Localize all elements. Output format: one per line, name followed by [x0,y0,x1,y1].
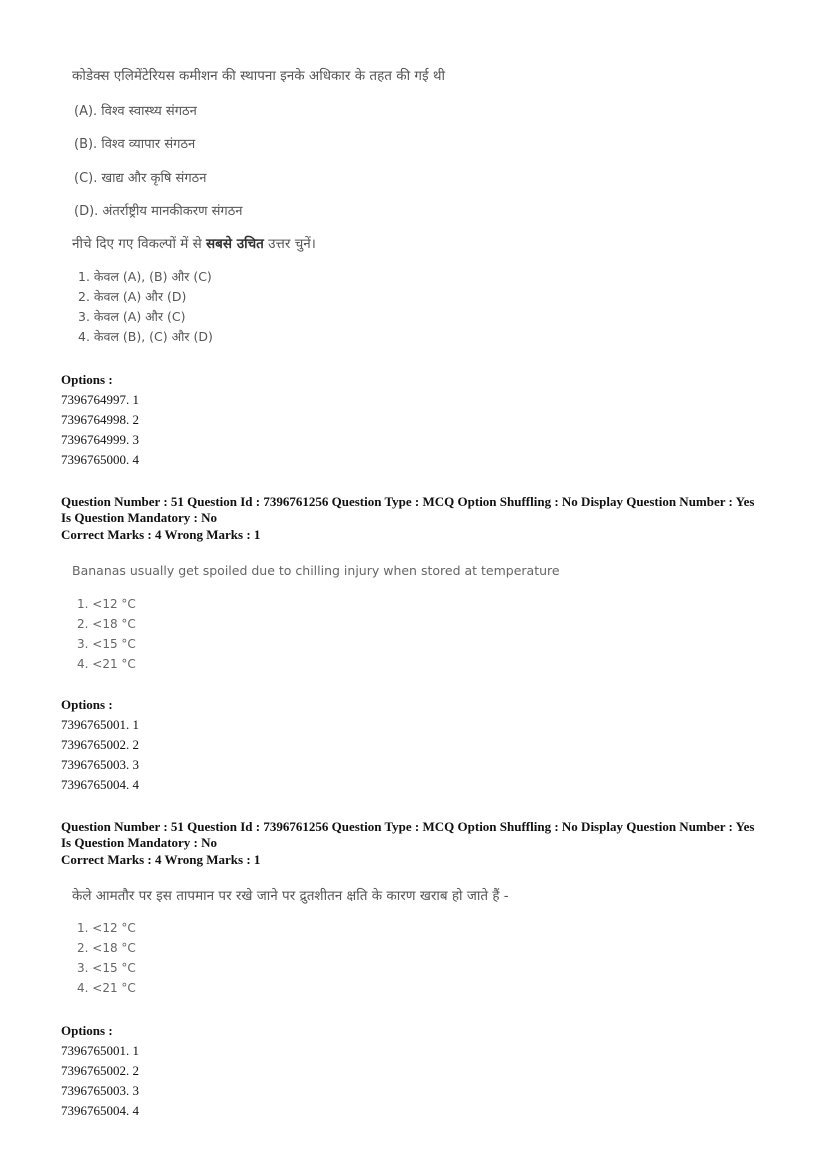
options-label: Options : [61,697,113,712]
option-id: 7396765004. 4 [61,777,139,792]
list-item: 4. केवल (B), (C) और (D) [78,329,213,344]
option-id: 7396765004. 4 [61,1103,139,1118]
choice-c: (C). खाद्य और कृषि संगठन [74,171,207,186]
list-item: 3. <15 °C [77,961,136,975]
list-item: 2. <18 °C [77,941,136,955]
option-id: 7396765002. 2 [61,737,139,752]
option-id: 7396764998. 2 [61,412,139,427]
option-id: 7396765002. 2 [61,1063,139,1078]
list-item: 4. <21 °C [77,981,136,995]
list-item: 1. <12 °C [77,597,136,611]
choice-b: (B). विश्व व्यापार संगठन [74,137,196,152]
choice-a: (A). विश्व स्वास्थ्य संगठन [74,104,197,119]
question-stem: केले आमतौर पर इस तापमान पर रखे जाने पर द्रुतशीतन क्षति के कारण खराब हो जाते हैं - [72,888,509,904]
question-image-hindi-2 [0,880,826,1005]
question-mandatory: Is Question Mandatory : No [61,510,218,525]
list-item: 2. <18 °C [77,617,136,631]
options-label: Options : [61,372,113,387]
option-id: 7396764999. 3 [61,432,139,447]
question-header: Question Number : 51 Question Id : 7396761256 Question Type : MCQ Option Shuffling : No Display Question Number : Yes [61,494,755,509]
question-mandatory: Is Question Mandatory : No [61,835,218,850]
option-id: 7396765003. 3 [61,757,139,772]
question-header: Question Number : 51 Question Id : 7396761256 Question Type : MCQ Option Shuffling : No Display Question Number : Yes [61,819,755,834]
option-id: 7396765000. 4 [61,452,139,467]
instruction-post: उत्तर चुनें। [263,236,316,252]
question-marks: Correct Marks : 4 Wrong Marks : 1 [61,527,261,542]
option-id: 7396765001. 1 [61,717,139,732]
instruction-bold: सबसे उचित [206,236,264,252]
question-stem: Bananas usually get spoiled due to chilling injury when stored at temperature [72,563,560,578]
question-marks: Correct Marks : 4 Wrong Marks : 1 [61,852,261,867]
choice-d: (D). अंतर्राष्ट्रीय मानकीकरण संगठन [74,204,243,219]
question-image-english [0,555,826,680]
list-item: 3. <15 °C [77,637,136,651]
list-item: 1. केवल (A), (B) और (C) [78,269,212,284]
list-item: 1. <12 °C [77,921,136,935]
option-id: 7396764997. 1 [61,392,139,407]
options-label: Options : [61,1023,113,1038]
list-item: 3. केवल (A) और (C) [78,309,186,324]
option-id: 7396765001. 1 [61,1043,139,1058]
list-item: 2. केवल (A) और (D) [78,289,187,304]
list-item: 4. <21 °C [77,657,136,671]
option-id: 7396765003. 3 [61,1083,139,1098]
instruction-pre: नीचे दिए गए विकल्पों में से [72,236,207,252]
question-stem: कोडेक्स एलिमेंटेरियस कमीशन की स्थापना इनके अधिकार के तहत की गई थी [72,68,446,84]
instruction-text [72,234,316,252]
question-image-hindi-1 [0,0,826,360]
